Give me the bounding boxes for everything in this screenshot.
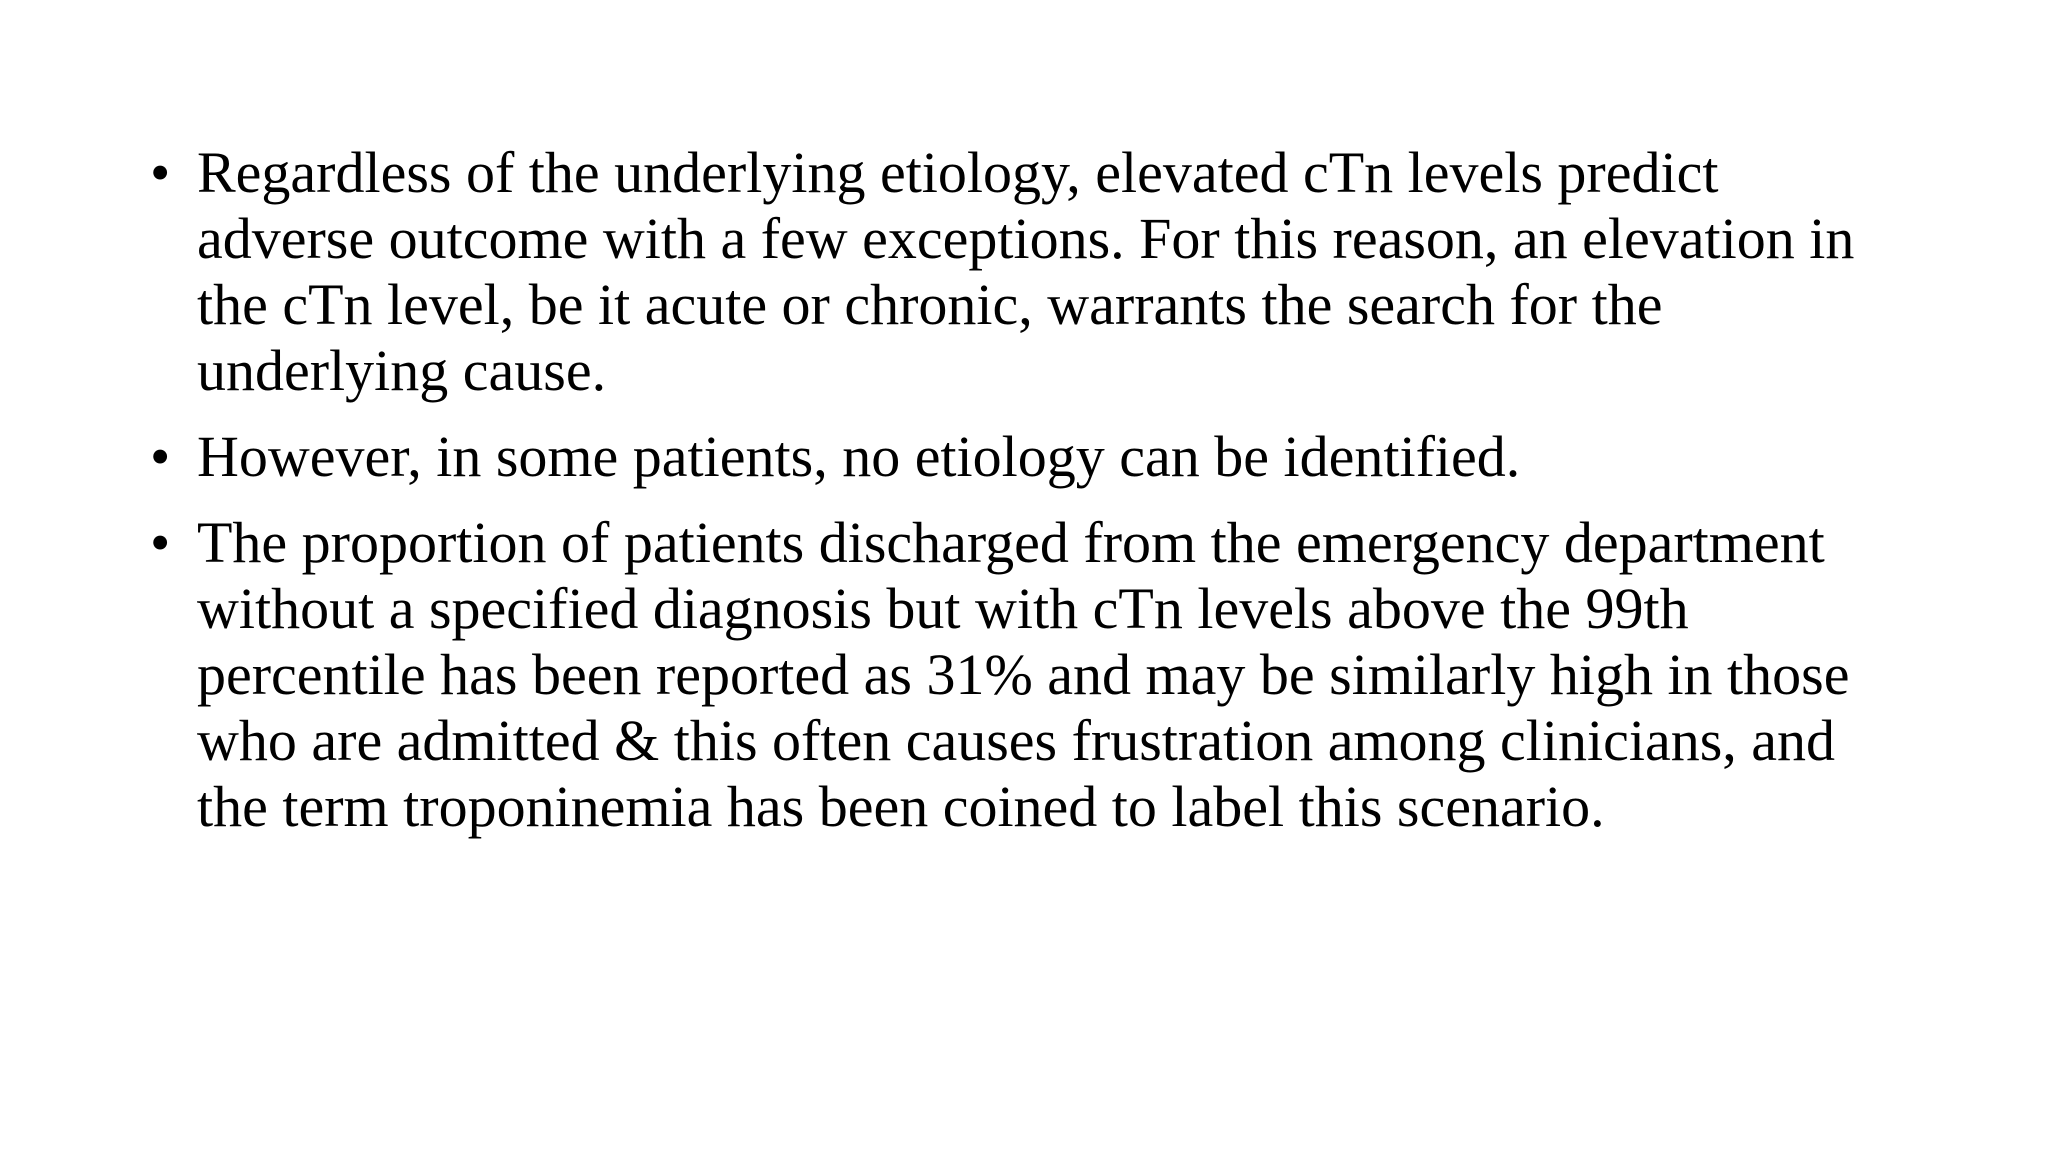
bullet-text-2: However, in some patients, no etiology can be identified. bbox=[197, 424, 1521, 489]
bullet-text-1: Regardless of the underlying etiology, elevated cTn levels predict adverse outcome with a few exceptions. For this reason, an elevation in the cTn level, be it acute or chronic, warrants the search for the underlying cause. bbox=[197, 140, 1855, 403]
bullet-marker: • bbox=[150, 510, 171, 575]
bullet-list bbox=[150, 140, 1910, 860]
bullet-item-2 bbox=[150, 424, 1910, 490]
bullet-marker: • bbox=[150, 424, 171, 489]
bullet-item-3 bbox=[150, 510, 1910, 840]
bullet-item-1 bbox=[150, 140, 1910, 404]
bullet-text-3: The proportion of patients discharged from the emergency department without a specified diagnosis but with cTn levels above the 99th percentile has been reported as 31% and may be similarly high in those who are admitted & this often causes frustration among clinicians, and the term troponinemia has been coined to label this scenario. bbox=[197, 510, 1850, 839]
bullet-marker: • bbox=[150, 140, 171, 205]
